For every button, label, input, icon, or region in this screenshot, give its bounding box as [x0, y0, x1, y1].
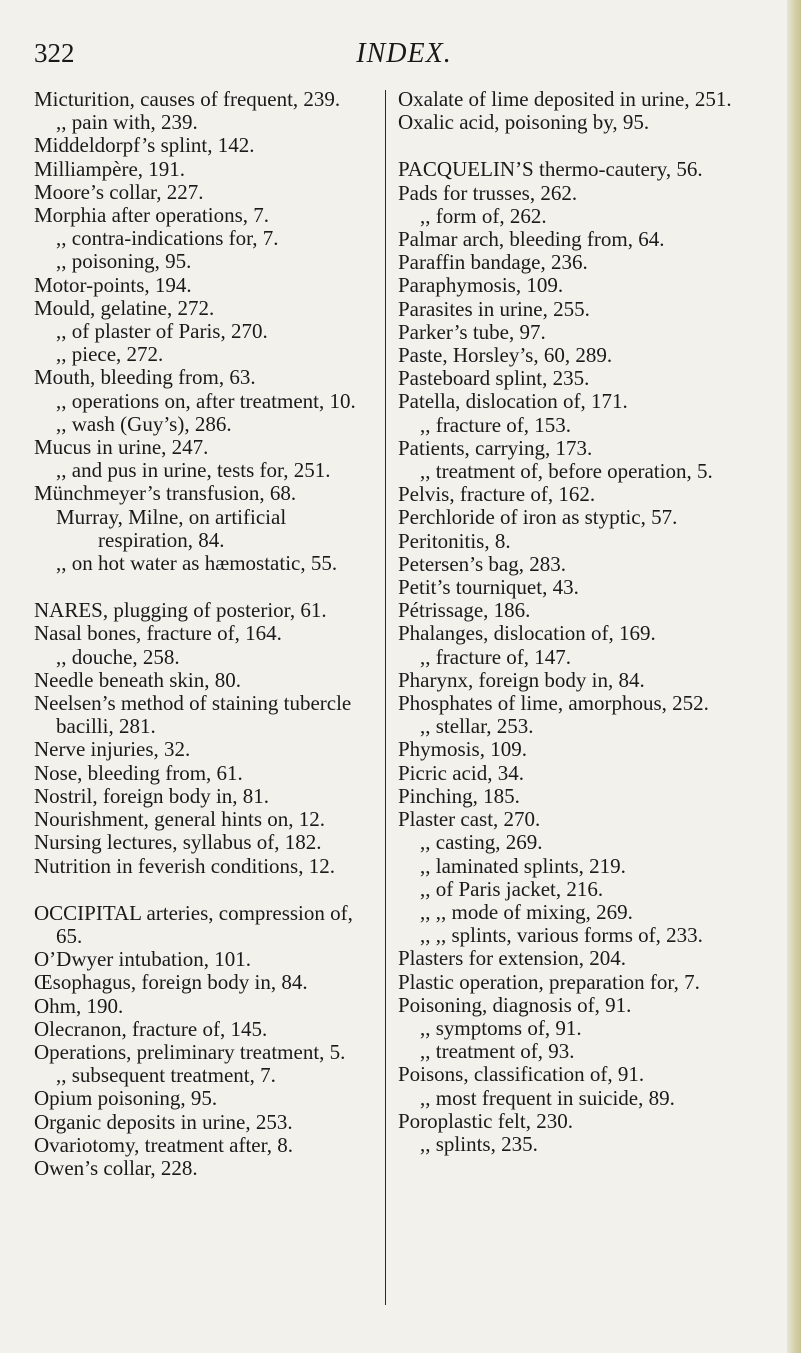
index-entry: ,, poisoning, 95. — [56, 249, 192, 274]
index-entry: Oxalate of lime deposited in urine, 251. — [398, 87, 732, 111]
index-entry: Needle beneath skin, 80. — [34, 667, 242, 692]
index-entry: Milliampère, 191. — [34, 156, 186, 181]
index-entry: ,, treatment of, 93. — [420, 1039, 575, 1064]
index-entry: Paraphymosis, 109. — [398, 273, 564, 298]
index-entry: Pinching, 185. — [398, 783, 520, 808]
index-entry: ,, treatment of, before operation, 5. — [420, 459, 713, 484]
index-entry: NARES, plugging of posterior, 61. — [34, 598, 327, 623]
index-entry: ,, stellar, 253. — [420, 714, 534, 739]
index-entry: Palmar arch, bleeding from, 64. — [398, 227, 665, 252]
index-entry: Pharynx, foreign body in, 84. — [398, 667, 645, 692]
index-entry: Plaster cast, 270. — [398, 807, 541, 832]
index-entry: Mouth, bleeding from, 63. — [34, 365, 256, 390]
index-entry: Poisoning, diagnosis of, 91. — [398, 992, 632, 1017]
index-entry: ,, and pus in urine, tests for, 251. — [56, 458, 331, 483]
index-entry: Pelvis, fracture of, 162. — [398, 482, 596, 507]
index-entry: Olecranon, fracture of, 145. — [34, 1016, 268, 1041]
index-entry: Ovariotomy, treatment after, 8. — [34, 1132, 294, 1157]
index-entry: Owen’s collar, 228. — [34, 1155, 198, 1180]
section-gap — [34, 878, 384, 902]
index-column-right — [398, 88, 770, 1156]
index-entry: Plasters for extension, 204. — [398, 946, 627, 971]
index-entry: ,, ,, splints, various forms of, 233. — [420, 923, 703, 948]
index-entry: Perchloride of iron as styptic, 57. — [398, 505, 678, 530]
index-entry: ,, wash (Guy’s), 286. — [56, 411, 232, 436]
index-entry: Murray, Milne, on artificial respiration, 84. — [56, 504, 287, 552]
index-entry: ,, pain with, 239. — [56, 110, 198, 135]
index-entry: ,, splints, 235. — [420, 1131, 538, 1156]
index-entry: ,, ,, mode of mixing, 269. — [420, 899, 633, 924]
index-entry: Petersen’s bag, 283. — [398, 551, 566, 576]
index-entry: Picric acid, 34. — [398, 760, 524, 785]
index-entry: Patella, dislocation of, 171. — [398, 389, 628, 414]
index-entry: Poisons, classification of, 91. — [398, 1062, 645, 1087]
index-entry: Mould, gelatine, 272. — [34, 295, 215, 320]
index-entry: Parasites in urine, 255. — [398, 296, 590, 321]
index-entry: PACQUELIN’S thermo-cautery, 56. — [398, 157, 703, 182]
index-entry: ,, of Paris jacket, 216. — [420, 876, 604, 901]
page-number: 322 — [34, 38, 75, 68]
index-entry: Phalanges, dislocation of, 169. — [398, 621, 656, 646]
index-entry: Pétrissage, 186. — [398, 598, 531, 623]
index-entry: Nursing lectures, syllabus of, 182. — [34, 830, 322, 855]
index-entry: Operations, preliminary treatment, 5. — [34, 1039, 346, 1064]
running-title: INDEX. — [356, 38, 452, 69]
index-entry: Nerve injuries, 32. — [34, 737, 191, 762]
page-header — [34, 38, 774, 72]
index-entry: ,, form of, 262. — [420, 203, 547, 228]
index-entry: ,, douche, 258. — [56, 644, 180, 669]
index-entry: ,, contra-indications for, 7. — [56, 226, 279, 251]
index-entry: Nostril, foreign body in, 81. — [34, 783, 270, 808]
index-entry: Œsophagus, foreign body in, 84. — [34, 970, 308, 995]
index-entry: Organic deposits in urine, 253. — [34, 1109, 293, 1134]
index-entry: Morphia after operations, 7. — [34, 203, 270, 228]
section-gap — [398, 134, 770, 158]
index-entry: ,, symptoms of, 91. — [420, 1015, 582, 1040]
index-entry: Micturition, causes of frequent, 239. — [34, 87, 341, 111]
index-entry: Opium poisoning, 95. — [34, 1086, 218, 1111]
index-entry: ,, of plaster of Paris, 270. — [56, 319, 268, 344]
index-entry: Oxalic acid, poisoning by, 95. — [398, 110, 650, 135]
index-entry: Pads for trusses, 262. — [398, 180, 578, 205]
index-entry: Paraffin bandage, 236. — [398, 250, 588, 275]
index-entry: Plastic operation, preparation for, 7. — [398, 969, 700, 994]
index-entry: Nose, bleeding from, 61. — [34, 760, 243, 785]
index-column-left — [34, 88, 384, 1180]
index-entry: O’Dwyer intubation, 101. — [34, 947, 251, 972]
index-entry: Ohm, 190. — [34, 993, 124, 1018]
index-entry: Pasteboard splint, 235. — [398, 366, 590, 391]
index-entry: Nutrition in feverish conditions, 12. — [34, 853, 335, 878]
index-entry: Nasal bones, fracture of, 164. — [34, 621, 282, 646]
index-entry: Parker’s tube, 97. — [398, 319, 546, 344]
index-entry: Phosphates of lime, amorphous, 252. — [398, 691, 709, 716]
index-entry: Motor-points, 194. — [34, 272, 192, 297]
column-divider — [385, 90, 386, 1305]
index-entry: ,, operations on, after treatment, 10. — [56, 388, 356, 413]
index-entry: Moore’s collar, 227. — [34, 179, 204, 204]
index-entry: Phymosis, 109. — [398, 737, 527, 762]
index-entry: ,, most frequent in suicide, 89. — [420, 1085, 675, 1110]
section-gap — [34, 575, 384, 599]
index-entry: Neelsen’s method of staining tubercle bacilli, 281. — [34, 691, 352, 739]
index-entry: ,, fracture of, 147. — [420, 644, 572, 669]
index-entry: ,, piece, 272. — [56, 342, 164, 367]
index-entry: OCCIPITAL arteries, compression of, 65. — [34, 900, 353, 948]
page-edge — [787, 0, 801, 1353]
index-entry: Petit’s tourniquet, 43. — [398, 575, 579, 600]
index-entry: Münchmeyer’s transfusion, 68. — [34, 481, 297, 506]
index-entry: Paste, Horsley’s, 60, 289. — [398, 343, 613, 368]
index-entry: Middeldorpf’s splint, 142. — [34, 133, 255, 158]
index-entry: ,, laminated splints, 219. — [420, 853, 626, 878]
index-entry: Nourishment, general hints on, 12. — [34, 807, 326, 832]
index-entry: Patients, carrying, 173. — [398, 435, 593, 460]
index-entry: Poroplastic felt, 230. — [398, 1108, 573, 1133]
index-entry: Peritonitis, 8. — [398, 528, 511, 553]
index-entry: ,, casting, 269. — [420, 830, 543, 855]
index-entry: ,, subsequent treatment, 7. — [56, 1063, 276, 1088]
index-entry: Mucus in urine, 247. — [34, 435, 209, 460]
index-entry: ,, on hot water as hæmostatic, 55. — [56, 551, 338, 576]
index-entry: ,, fracture of, 153. — [420, 412, 572, 437]
